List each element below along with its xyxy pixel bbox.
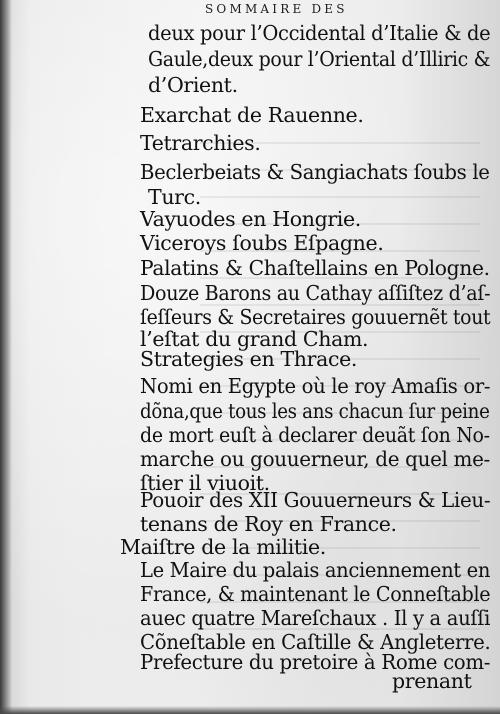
- text-line: Nomi en Egypte où le roy Amaſis or-: [140, 374, 491, 398]
- text-line: Tetrarchies.: [140, 131, 261, 155]
- text-line: l’eſtat du grand Cham.: [140, 327, 369, 351]
- text-line: Prefecture du pretoire à Rome com-: [140, 650, 491, 674]
- text-line: Vayuodes en Hongrie.: [140, 207, 361, 231]
- text-line: marche ou gouuerneur, de quel me-: [140, 447, 490, 471]
- text-line: Gaule,deux pour l’Oriental d’Illiric &: [148, 47, 491, 71]
- text-line: de mort euſt à declarer deuãt ſon No-: [140, 423, 490, 447]
- text-line: Strategies en Thrace.: [140, 347, 358, 371]
- running-header: SOMMAIRE DES: [205, 2, 348, 16]
- page-gutter-shadow: [0, 0, 12, 714]
- catchword: prenant: [392, 669, 472, 693]
- text-line: Le Maire du palais anciennement en: [140, 558, 491, 582]
- text-line: ſeſſeurs & Secretaires gouuernẽt tout: [140, 305, 491, 329]
- text-line: Pouoir des XII Gouuerneurs & Lieu-: [140, 488, 491, 512]
- text-line: Exarchat de Rauenne.: [140, 103, 364, 127]
- text-line: Palatins & Chaſtellains en Pologne.: [140, 256, 490, 280]
- text-line: Maiſtre de la militie.: [120, 535, 326, 559]
- page-bottom-shadow: [0, 706, 500, 714]
- text-line: Turc.: [148, 185, 201, 209]
- text-line: Viceroys ſoubs Eſpagne.: [140, 231, 384, 255]
- text-line: dõna,que tous les ans chacun ſur peine: [140, 399, 490, 423]
- text-line: Cõneſtable en Caſtille & Angleterre.: [140, 630, 491, 654]
- text-line: auec quatre Mareſchaux . Il y a auſſi: [140, 606, 491, 630]
- text-line: Beclerbeiats & Sangiachats ſoubs le: [140, 160, 490, 184]
- text-line: d’Orient.: [148, 73, 238, 97]
- text-line: ſtier il viuoit.: [140, 471, 270, 495]
- text-line: France, & maintenant le Conneſtable: [140, 582, 491, 606]
- text-line: tenans de Roy en France.: [140, 512, 397, 536]
- text-line: Douze Barons au Cathay aſſiſtez d’aſ-: [140, 281, 491, 305]
- text-line: deux pour l’Occidental d’Italie & de: [148, 21, 491, 45]
